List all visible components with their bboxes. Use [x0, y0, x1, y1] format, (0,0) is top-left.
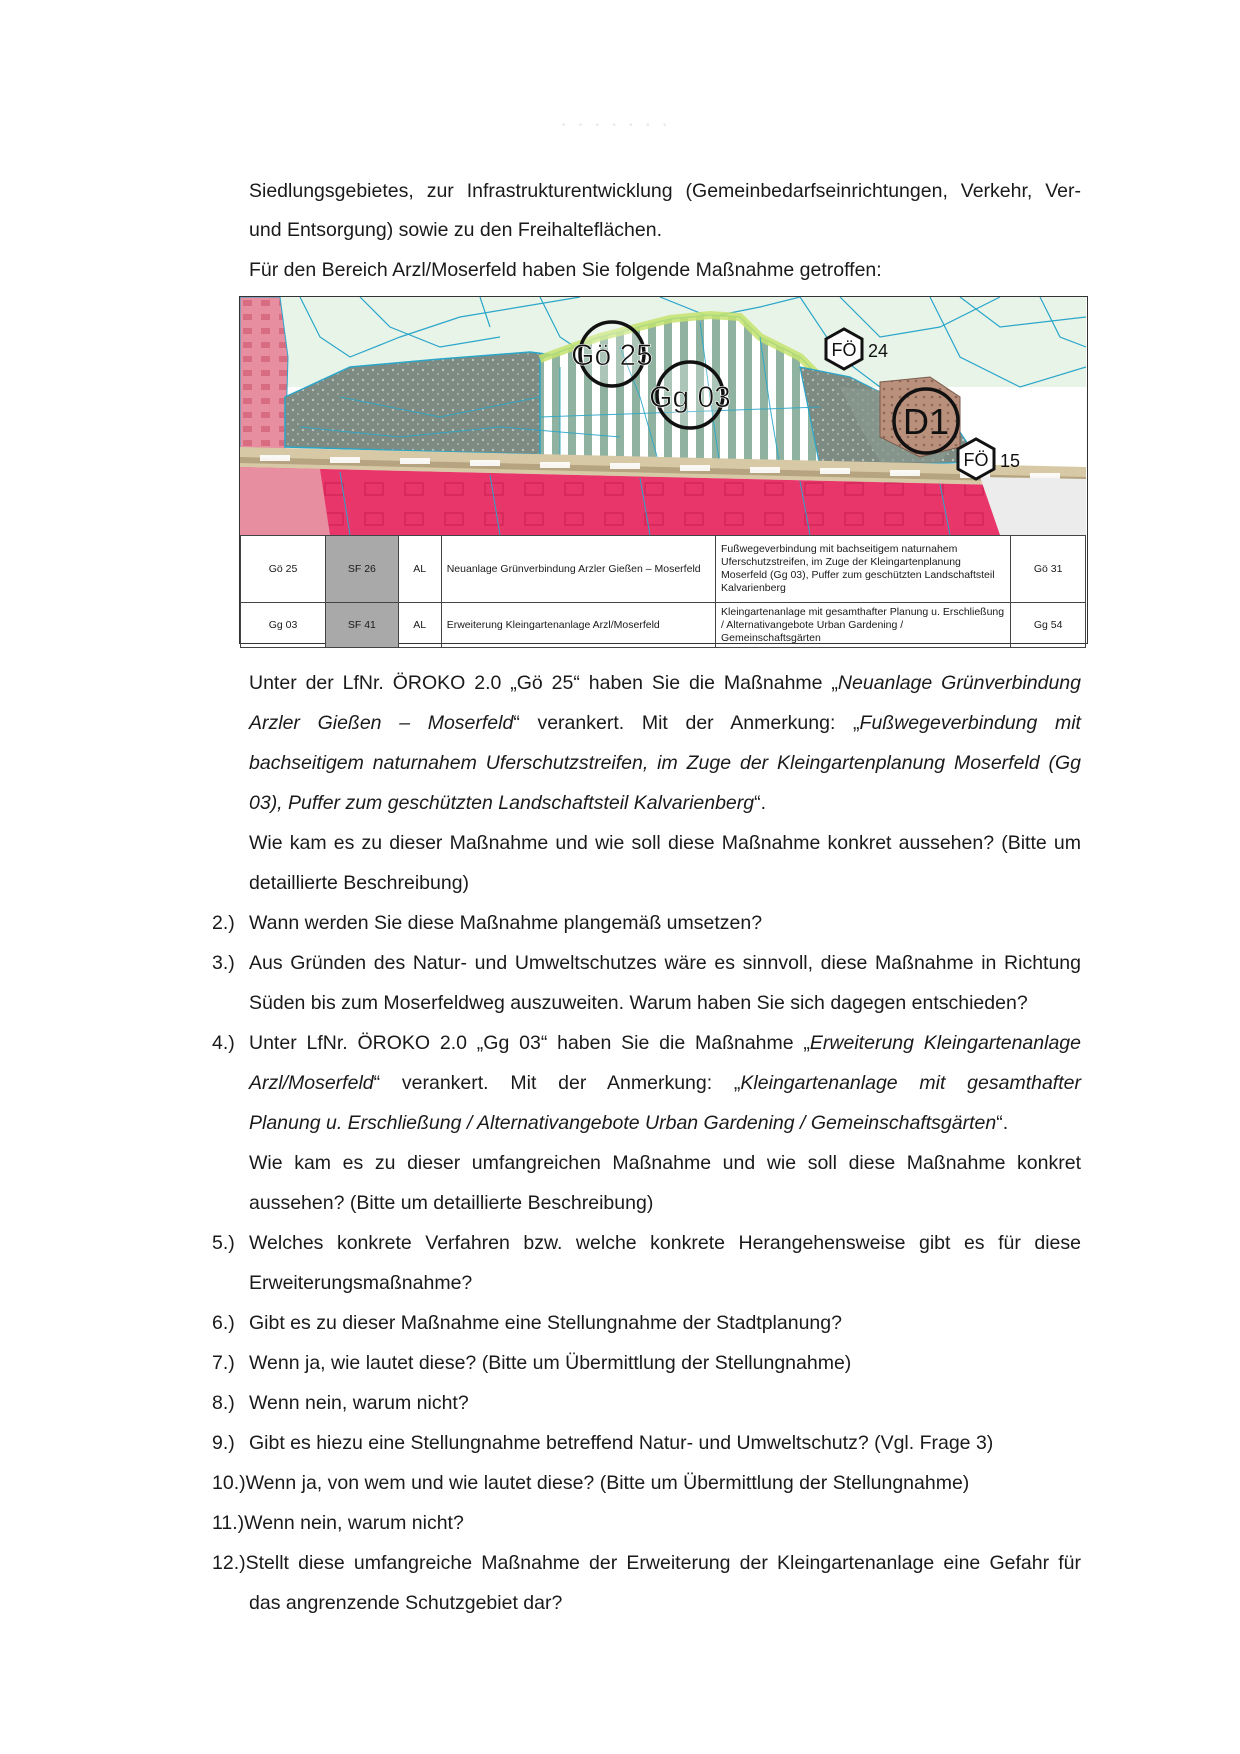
row-code: Gö 25	[241, 536, 326, 603]
zoning-map	[240, 297, 1086, 535]
row-code: Gg 03	[241, 603, 326, 648]
question-4-line-3	[249, 1112, 1081, 1135]
p1-text: Unter der LfNr. ÖROKO 2.0 „Gö 25“ haben Sie die Maßnahme „	[249, 672, 838, 694]
question-4-line-1	[249, 1032, 1081, 1055]
measure-name-italic: Arzl/Moserfeld	[249, 1072, 374, 1094]
question-8: Wenn nein, warum nicht?	[249, 1392, 469, 1414]
note-italic: Kleingartenanlage mit gesamthafter	[740, 1072, 1081, 1094]
intro-line-2: und Entsorgung) sowie zu den Freihalteflächen.	[249, 219, 663, 241]
measure-name-italic: Neuanlage Grünverbindung	[837, 672, 1081, 694]
measures-table	[240, 535, 1086, 648]
row-al: AL	[398, 536, 441, 603]
measure-name-italic: Erweiterung Kleingartenanlage	[809, 1032, 1081, 1054]
note-italic: Planung u. Erschließung / Alternativangebote Urban Gardening / Gemeinschaftsgärten	[249, 1112, 997, 1134]
p1-line-6: detaillierte Beschreibung)	[249, 872, 470, 894]
d1-map-label: D1	[902, 401, 950, 442]
question-5-line-2: Erweiterungsmaßnahme?	[249, 1272, 473, 1294]
row-measure: Neuanlage Grünverbindung Arzler Gießen – Moserfeld	[441, 536, 715, 603]
row-ref: Gg 54	[1011, 603, 1086, 648]
question-number: 4.)	[212, 1032, 235, 1054]
fo24-map-number: 24	[867, 341, 889, 361]
q4-text: “.	[996, 1112, 1009, 1134]
q4-text: Unter LfNr. ÖROKO 2.0 „Gg 03“ haben Sie die Maßnahme „	[249, 1032, 810, 1054]
p1-line-2	[249, 712, 1081, 735]
question-5-line-1: Welches konkrete Verfahren bzw. welche konkrete Herangehensweise gibt es für diese	[249, 1232, 1081, 1254]
row-al: AL	[398, 603, 441, 648]
question-4-line-2	[249, 1072, 1081, 1095]
question-3-line-1: Aus Gründen des Natur- und Umweltschutzes wäre es sinnvoll, diese Maßnahme in Richtung	[249, 952, 1081, 974]
question-4-line-4: Wie kam es zu dieser umfangreichen Maßnahme und wie soll diese Maßnahme konkret	[249, 1152, 1081, 1174]
intro-line-1: Siedlungsgebietes, zur Infrastrukturentwicklung (Gemeinbedarfseinrichtungen, Verkehr, Ver-	[249, 180, 1081, 202]
question-number: 9.)	[212, 1432, 235, 1454]
question-10: 10.)Wenn ja, von wem und wie lautet diese? (Bitte um Übermittlung der Stellungnahme)	[212, 1472, 970, 1494]
question-11: 11.)Wenn nein, warum nicht?	[212, 1512, 464, 1534]
question-number: 7.)	[212, 1352, 235, 1374]
question-12-line-2: das angrenzende Schutzgebiet dar?	[249, 1592, 563, 1614]
fo15-map-label: FÖ	[963, 450, 989, 470]
note-italic: Fußwegeverbindung mit	[859, 712, 1081, 734]
question-number: 8.)	[212, 1392, 235, 1414]
row-sf: SF 41	[326, 603, 399, 648]
question-4-line-5: aussehen? (Bitte um detaillierte Beschreibung)	[249, 1192, 654, 1214]
intro-line-3: Für den Bereich Arzl/Moserfeld haben Sie folgende Maßnahme getroffen:	[249, 259, 882, 281]
question-number: 5.)	[212, 1232, 235, 1254]
row-sf: SF 26	[326, 536, 399, 603]
question-9: Gibt es hiezu eine Stellungnahme betreffend Natur- und Umweltschutz? (Vgl. Frage 3)	[249, 1432, 994, 1454]
question-number: 2.)	[212, 912, 235, 934]
p1-text: “.	[754, 792, 767, 814]
row-note: Kleingartenanlage mit gesamthafter Planung u. Erschließung / Alternativangebote Urban Gardening / Gemeinschaftsgärten	[716, 603, 1011, 648]
measure-name-italic: Arzler Gießen – Moserfeld	[249, 712, 514, 734]
go25-map-label: Gö 25	[571, 339, 653, 372]
note-italic: bachseitigem naturnahem Uferschutzstreifen, im Zuge der Kleingartenplanung Moserfeld (Gg	[249, 752, 1081, 774]
note-italic: 03), Puffer zum geschützten Landschaftsteil Kalvarienberg	[249, 792, 755, 814]
row-note: Fußwegeverbindung mit bachseitigem naturnahem Uferschutzstreifen, im Zuge der Kleingartenplanung Moserfeld (Gg 03), Puffer zum geschützten Landschaftsteil Kalvarienberg	[716, 536, 1011, 603]
p1-line-5: Wie kam es zu dieser Maßnahme und wie soll diese Maßnahme konkret aussehen? (Bitte um	[249, 832, 1081, 854]
faded-stamp: · · · · · · ·	[560, 112, 671, 137]
p1-line-1	[249, 672, 1081, 695]
question-12-line-1: 12.)Stellt diese umfangreiche Maßnahme der Erweiterung der Kleingartenanlage eine Gefahr für	[212, 1552, 1081, 1574]
question-number: 6.)	[212, 1312, 235, 1334]
row-ref: Gö 31	[1011, 536, 1086, 603]
question-6: Gibt es zu dieser Maßnahme eine Stellungnahme der Stadtplanung?	[249, 1312, 842, 1334]
q4-text: “ verankert. Mit der Anmerkung: „	[373, 1072, 741, 1094]
row-measure: Erweiterung Kleingartenanlage Arzl/Moserfeld	[441, 603, 715, 648]
table-row	[241, 603, 1086, 648]
p1-text: “ verankert. Mit der Anmerkung: „	[513, 712, 860, 734]
question-number: 3.)	[212, 952, 235, 974]
gg03-map-label: Gg 03	[649, 381, 731, 414]
map-figure	[239, 296, 1088, 644]
question-2: Wann werden Sie diese Maßnahme plangemäß umsetzen?	[249, 912, 763, 934]
fo15-map-number: 15	[999, 451, 1021, 471]
p1-line-4	[249, 792, 1081, 815]
table-row	[241, 536, 1086, 603]
question-3-line-2: Süden bis zum Moserfeldweg auszuweiten. Warum haben Sie sich dagegen entschieden?	[249, 992, 1028, 1014]
question-7: Wenn ja, wie lautet diese? (Bitte um Übermittlung der Stellungnahme)	[249, 1352, 852, 1374]
fo24-map-label: FÖ	[831, 340, 857, 360]
p1-line-3	[249, 752, 1081, 775]
